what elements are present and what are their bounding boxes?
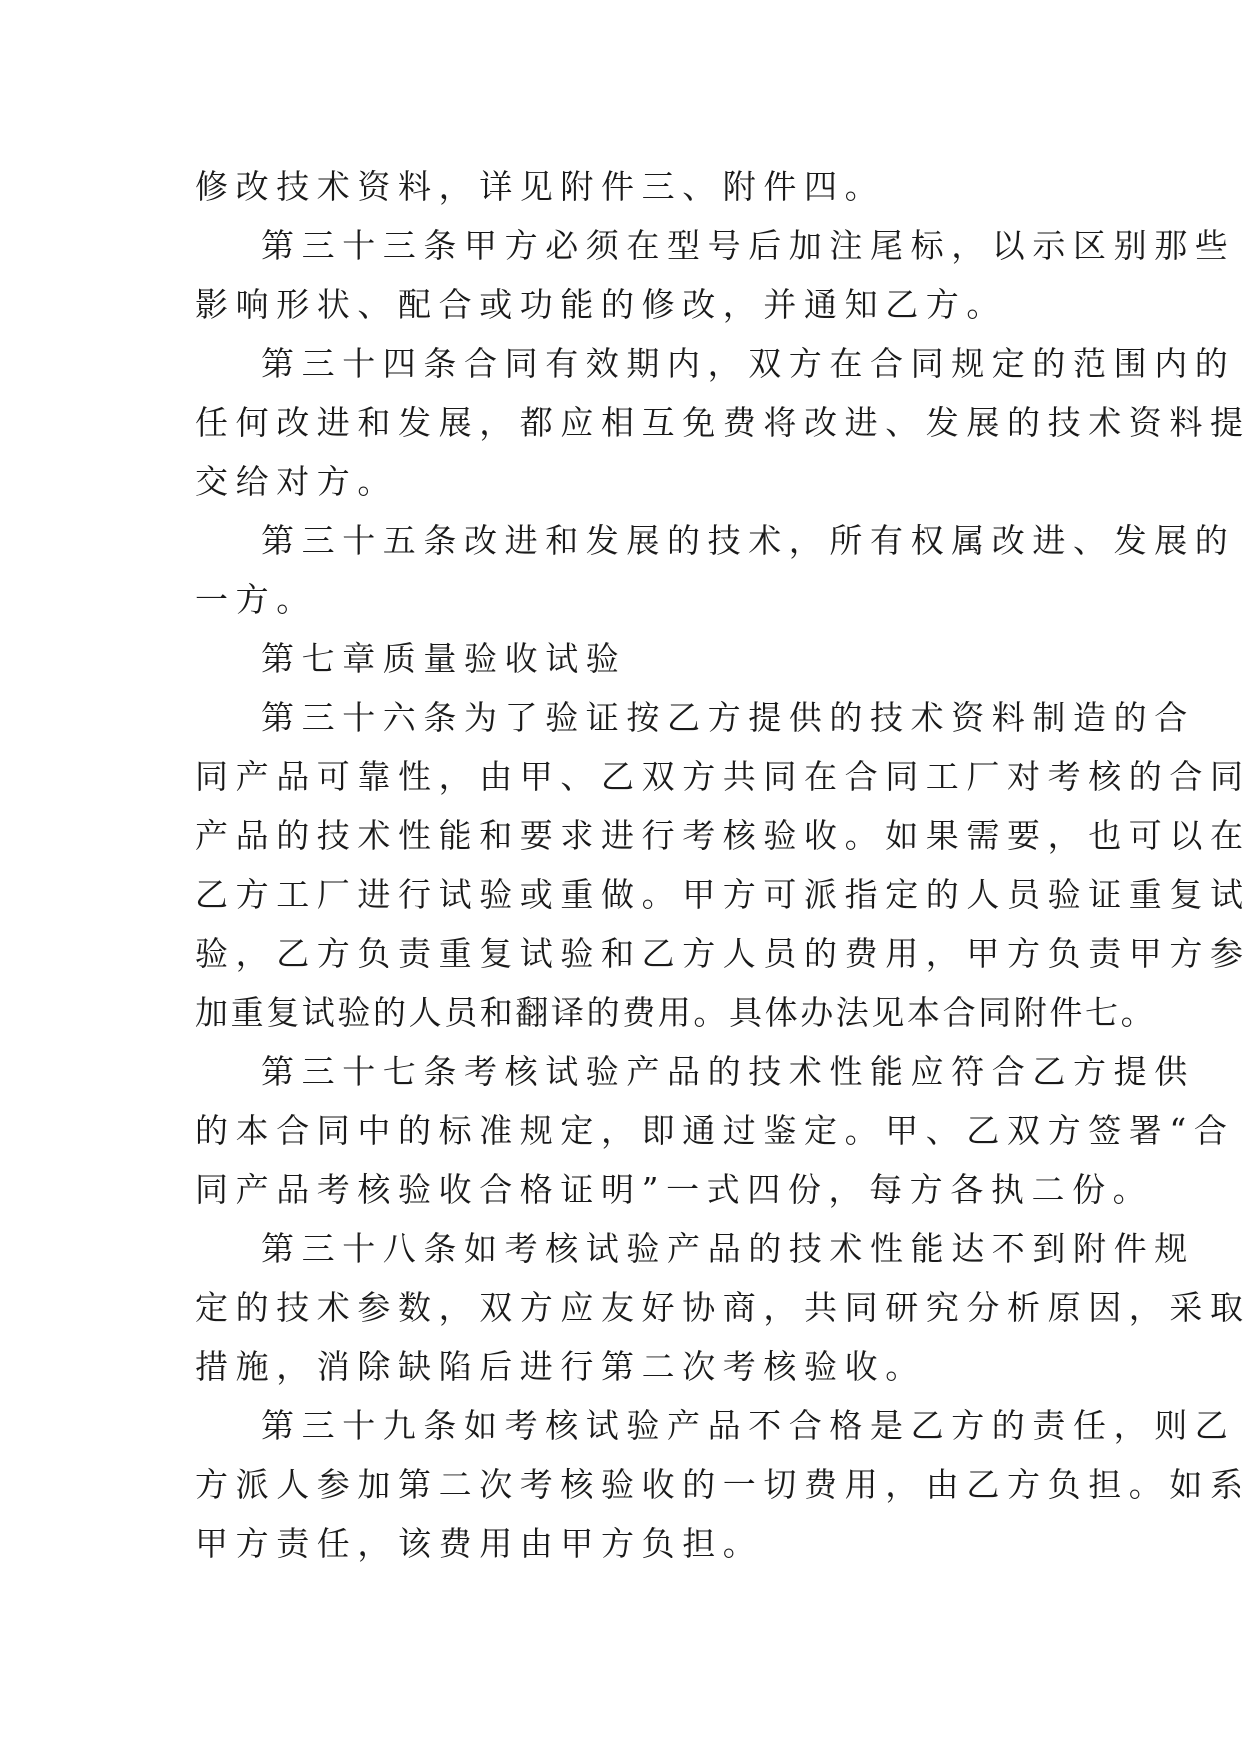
text-line: 修改技术资料，详见附件三、附件四。	[195, 167, 886, 206]
chapter-heading: 第七章质量验收试验	[261, 639, 627, 678]
article-33-first-line: 第三十三条甲方必须在型号后加注尾标，以示区别那些	[261, 226, 1236, 265]
article-34-first-line: 第三十四条合同有效期内，双方在合同规定的范围内的	[261, 344, 1236, 383]
text-line: 定的技术参数，双方应友好协商，共同研究分析原因，采取	[195, 1288, 1251, 1327]
article-39-first-line: 第三十九条如考核试验产品不合格是乙方的责任，则乙	[261, 1406, 1236, 1445]
text-line: 任何改进和发展，都应相互免费将改进、发展的技术资料提	[195, 403, 1251, 442]
text-line: 加重复试验的人员和翻译的费用。具体办法见本合同附件七。	[195, 993, 1157, 1032]
text-line: 一方。	[195, 580, 317, 619]
article-36-first-line: 第三十六条为了验证按乙方提供的技术资料制造的合	[261, 698, 1195, 737]
text-line: 产品的技术性能和要求进行考核验收。如果需要，也可以在	[195, 816, 1251, 855]
text-line: 验，乙方负责重复试验和乙方人员的费用，甲方负责甲方参	[195, 934, 1251, 973]
article-38-first-line: 第三十八条如考核试验产品的技术性能达不到附件规	[261, 1229, 1195, 1268]
text-line: 乙方工厂进行试验或重做。甲方可派指定的人员验证重复试	[195, 875, 1251, 914]
text-line: 影响形状、配合或功能的修改，并通知乙方。	[195, 285, 1007, 324]
text-line: 甲方责任，该费用由甲方负担。	[195, 1524, 764, 1563]
text-line: 交给对方。	[195, 462, 398, 501]
article-35-first-line: 第三十五条改进和发展的技术，所有权属改进、发展的	[261, 521, 1236, 560]
text-line: 的本合同中的标准规定，即通过鉴定。甲、乙双方签署“合	[195, 1111, 1235, 1150]
text-line: 同产品考核验收合格证明”一式四份，每方各执二份。	[195, 1170, 1154, 1209]
text-line: 措施，消除缺陷后进行第二次考核验收。	[195, 1347, 926, 1386]
text-line: 方派人参加第二次考核验收的一切费用，由乙方负担。如系	[195, 1465, 1251, 1504]
text-line: 同产品可靠性，由甲、乙双方共同在合同工厂对考核的合同	[195, 757, 1251, 796]
article-37-first-line: 第三十七条考核试验产品的技术性能应符合乙方提供	[261, 1052, 1195, 1091]
document-body	[195, 157, 1251, 1573]
